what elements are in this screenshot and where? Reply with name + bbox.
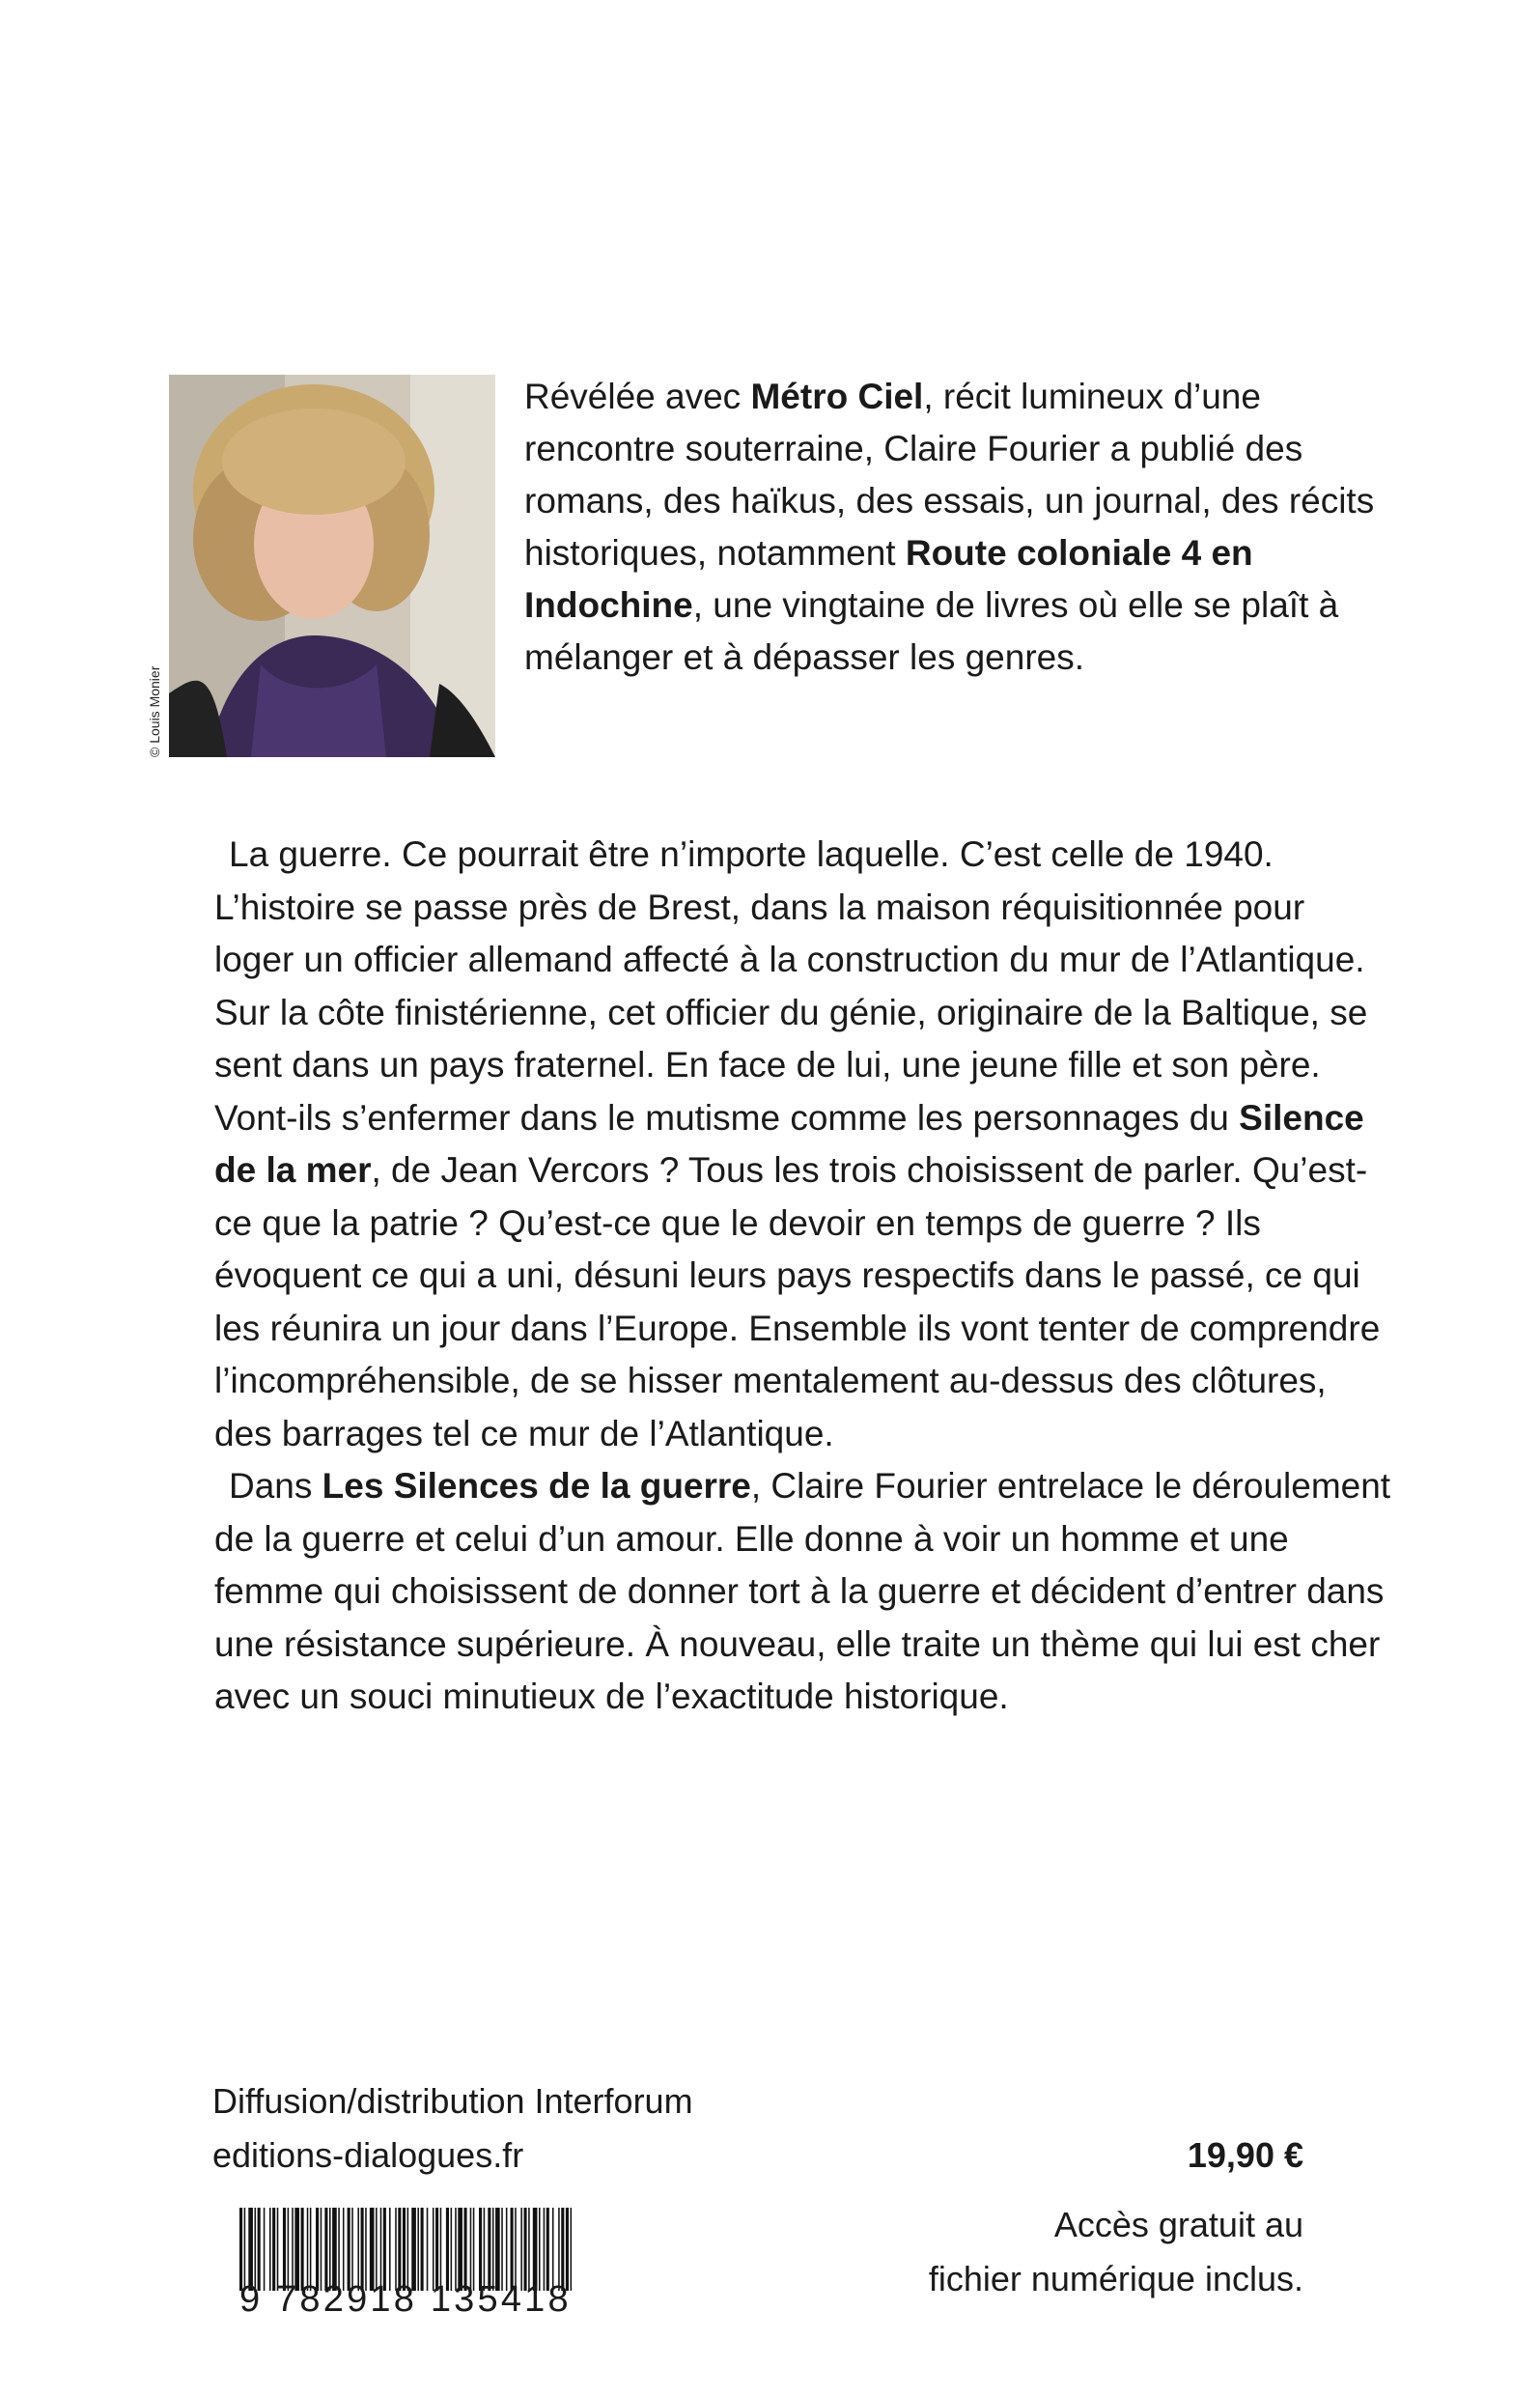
summary-text: , Claire Fourier entrelace le déroulement de la guerre et celui d’un amour. Elle donne à voir un homme et une femme qui choisissent de donner tort à la guerre et décident d’entrer dans une résistance supérieure. À nouveau, elle traite un thème qui lui est cher avec un souci minutieux de l’exactitude historique. (214, 1466, 1391, 1716)
book-title: Les Silences de la guerre (322, 1466, 751, 1506)
author-photo (169, 375, 495, 757)
photo-credit: © Louis Monier (147, 665, 162, 757)
digital-access-line: Accès gratuit au (1053, 2205, 1303, 2244)
bio-text: , une vingtaine de livres où elle se plaît à mélanger et à dépasser les genres. (524, 585, 1339, 677)
isbn-number: 9 782918 135418 (239, 2279, 572, 2320)
bio-text: Révélée avec (524, 377, 751, 416)
distribution-text: Diffusion/distribution Interforum (212, 2081, 693, 2121)
summary-paragraph (214, 829, 1392, 1460)
publisher-info (212, 2074, 693, 2183)
digital-access-note (929, 2198, 1303, 2306)
book-summary (214, 829, 1392, 1724)
bio-book-title: Route coloniale 4 en Indochine (524, 533, 1253, 625)
bio-book-title: Métro Ciel (750, 377, 924, 416)
summary-text: Dans (229, 1466, 322, 1506)
price-label: 19,90 € (1187, 2135, 1303, 2175)
summary-text: , de Jean Vercors ? Tous les trois choisissent de parler. Qu’est-ce que la patrie ? Qu’est-ce que le devoir en temps de guerre ? Ils évoquent ce qui a uni, désuni leurs pays respectifs dans le passé, ce qui les réunira un jour dans l’Europe. Ensemble ils vont tenter de comprendre l’incompréhensible, de se hisser mentalement au-dessus des clôtures, des barrages tel ce mur de l’Atlantique. (214, 1150, 1381, 1453)
author-bio (524, 371, 1393, 684)
publisher-website: editions-dialogues.fr (212, 2135, 524, 2175)
summary-paragraph (214, 1460, 1392, 1724)
author-portrait-image (169, 375, 495, 757)
referenced-book-title: Silence de la mer (214, 1097, 1364, 1190)
summary-text: La guerre. Ce pourrait être n’importe laquelle. C’est celle de 1940. L’histoire se passe près de Brest, dans la maison réquisitionnée pour loger un officier allemand affecté à la construction du mur de l’Atlantique. Sur la côte finistérienne, cet officier du génie, originaire de la Baltique, se sent dans un pays fraternel. En face de lui, une jeune fille et son père. Vont-ils s’enfermer dans le mutisme comme les personnages du (214, 834, 1368, 1138)
digital-access-line: fichier numérique inclus. (928, 2259, 1303, 2298)
bio-text: , récit lumineux d’une rencontre souterraine, Claire Fourier a publié des romans, des haïkus, des essais, un journal, des récits historiques, notamment (524, 377, 1375, 573)
